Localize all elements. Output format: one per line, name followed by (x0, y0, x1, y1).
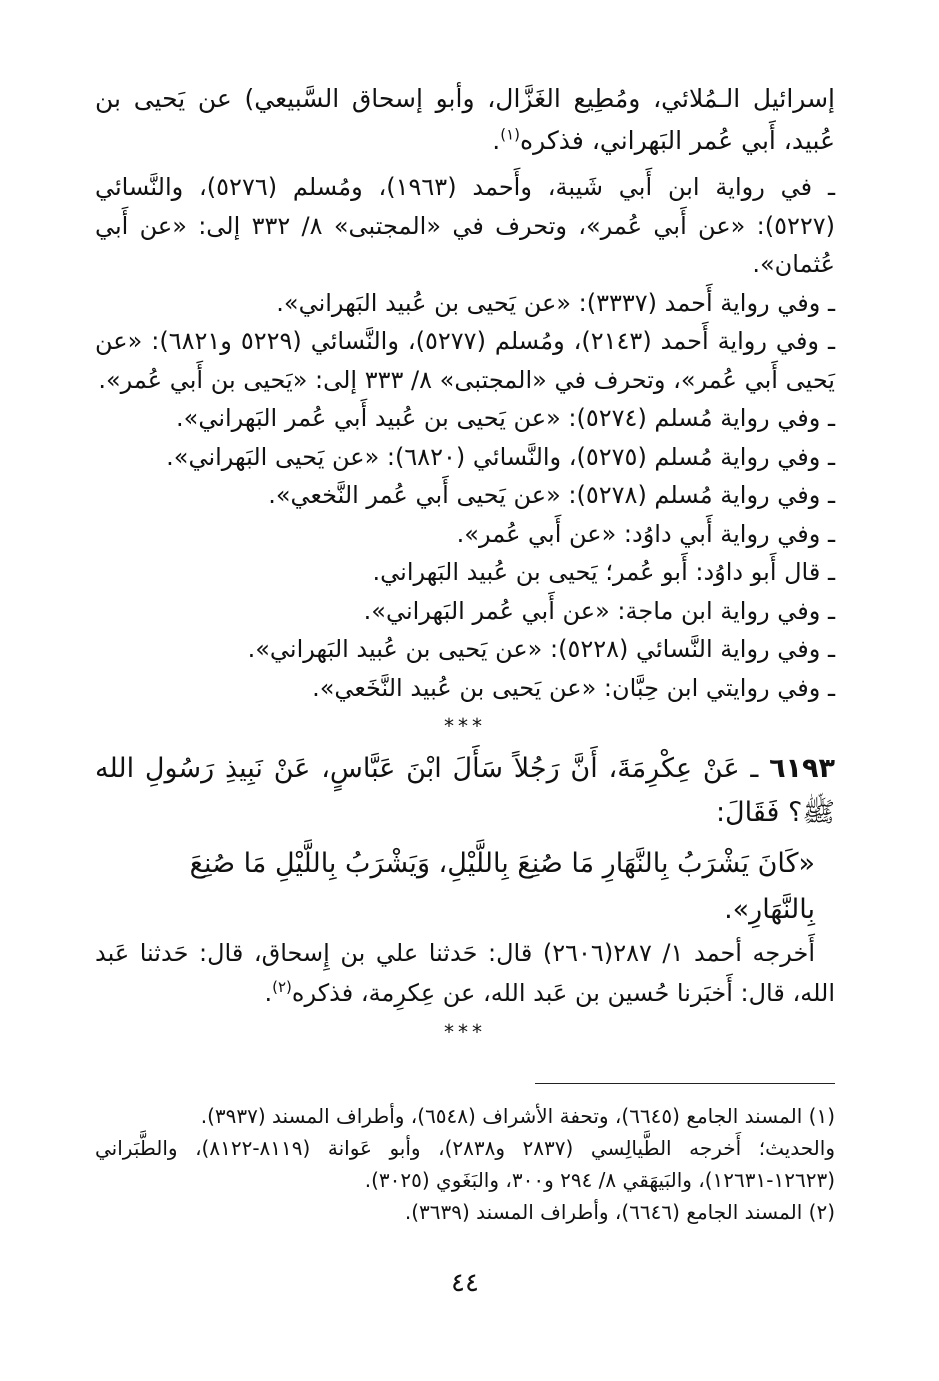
variant-line: ـ وفي روايتي ابن حِبَّان: «عن يَحيى بن عُبيد النَّخَعي». (312, 673, 835, 702)
variant-line: ـ وفي رواية النَّسائي (٥٢٢٨): «عن يَحيى بن عُبيد البَهراني». (247, 635, 835, 663)
hadith-heading (95, 747, 835, 835)
takhrij-paragraph: أَخرجه أحمد ١/ ٢٨٧(٢٦٠٦) قال: حَدثنا علي بن إِسحاق، قال: حَدثنا عَبد الله، قال: أَخبَرنا حُسين بن عَبد الله، عن عِكرِمة، فذكره$^{(٢)}$. (95, 939, 835, 1007)
variant-line: ـ وفي رواية مُسلم (٥٢٧٤): «عن يَحيى بن عُبيد أَبي عُمر البَهراني». (176, 404, 835, 432)
section-separator: *** (444, 714, 486, 738)
footnote-1: (١) المسند الجامع (٦٦٤٥)، وتحفة الأشراف (٦٥٤٨)، وأطراف المسند (٣٩٣٧). (200, 1104, 835, 1128)
book-page (95, 78, 835, 1358)
variant-line: ـ وفي رواية مُسلم (٥٢٧٨): «عن يَحيى أَبي عُمر النَّخعي». (268, 481, 835, 509)
narration-variants-list (95, 168, 835, 707)
variant-line: ـ في رواية ابن أَبي شَيبة، وأَحمد (١٩٦٣)، ومُسلم (٥٢٧٦)، والنَّسائي (٥٢٢٧): «عن أَبي عُمر»، وتحرف في «المجتبى» ٨/ ٣٣٢ إلى: «عن أَبي عُثمان». (95, 173, 836, 278)
variant-line: ـ وفي رواية ابن ماجة: «عن أَبي عُمر البَهراني». (363, 596, 835, 625)
footnote-ref-2[interactable]: (٢) (272, 978, 292, 996)
footnote-ref-1[interactable]: (١) (500, 125, 520, 144)
hadith-isnad: ـ عَنْ عِكْرِمَةَ، أَنَّ رَجُلاً سَأَلَ ابْنَ عَبَّاسٍ، عَنْ نَبِيذِ رَسُولِ الله ﷺ؟ فَقَالَ: (95, 753, 835, 828)
footnote-1-continued: والحديث؛ أَخرجه الطَّيالِسي (٢٨٣٧ و٢٨٣٨)، وأبو عَوانة (٨١١٩-٨١٢٢)، والطَّبَراني (١٢٦٢٣-١٢٦٣١)، والبَيهَقي ٨/ ٢٩٤ و٣٠٠، والبَغَوي (٣٠٢٥). (95, 1136, 835, 1192)
variant-line: ـ قال أَبو داوُد: أَبو عُمر؛ يَحيى بن عُبيد البَهراني. (372, 558, 835, 586)
section-separator: *** (444, 1020, 486, 1044)
variant-line: ـ وفي رواية أَبي داوُد: «عن أَبي عُمر». (456, 519, 835, 548)
takhrij-text: أَخرجه أحمد ١/ ٢٨٧(٢٦٠٦) قال: حَدثنا علي بن إِسحاق، قال: حَدثنا عَبد الله، قال: أَخبَرنا حُسين بن عَبد الله، عن عِكرِمة، فذكره (95, 939, 835, 1007)
page-number: ٤٤ (451, 1268, 479, 1298)
variant-line: ـ وفي رواية مُسلم (٥٢٧٥)، والنَّسائي (٦٨٢٠): «عن يَحيى البَهراني». (166, 442, 835, 471)
hadith-number: ٦١٩٣ (769, 753, 835, 784)
footnote-divider (535, 1083, 835, 1084)
variant-line: ـ وفي رواية أَحمد (٣٣٣٧): «عن يَحيى بن عُبيد البَهراني». (276, 288, 835, 317)
intro-paragraph: إسرائيل الـمُلائي، ومُطِيع الغَزَّال، وأبو إسحاق السَّبيعي) عن يَحيى بن عُبيد، أَبي عُمر البَهراني، فذكره$^{(١)}$. (95, 84, 835, 155)
footnote-2: (٢) المسند الجامع (٦٦٤٦)، وأطراف المسند (٣٦٣٩). (404, 1200, 835, 1224)
variant-line: ـ وفي رواية أَحمد (٢١٤٣)، ومُسلم (٥٢٧٧)، والنَّسائي (٥٢٢٩ و٦٨٢١): «عن يَحيى أَبي عُمر»، وتحرف في «المجتبى» ٨/ ٣٣٣ إلى: «يَحيى بن أَبي عُمر». (95, 327, 835, 394)
hadith-matn: «كَانَ يَشْرَبُ بِالنَّهَارِ مَا صُنِعَ بِاللَّيْلِ، وَيَشْرَبُ بِاللَّيْلِ مَا صُنِعَ بِالنَّهَارِ». (189, 848, 815, 925)
intro-text: إسرائيل الـمُلائي، ومُطِيع الغَزَّال، وأبو إسحاق السَّبيعي) عن يَحيى بن عُبيد، أَبي عُمر البَهراني، فذكره (95, 84, 835, 155)
footnotes-list (95, 1100, 835, 1228)
